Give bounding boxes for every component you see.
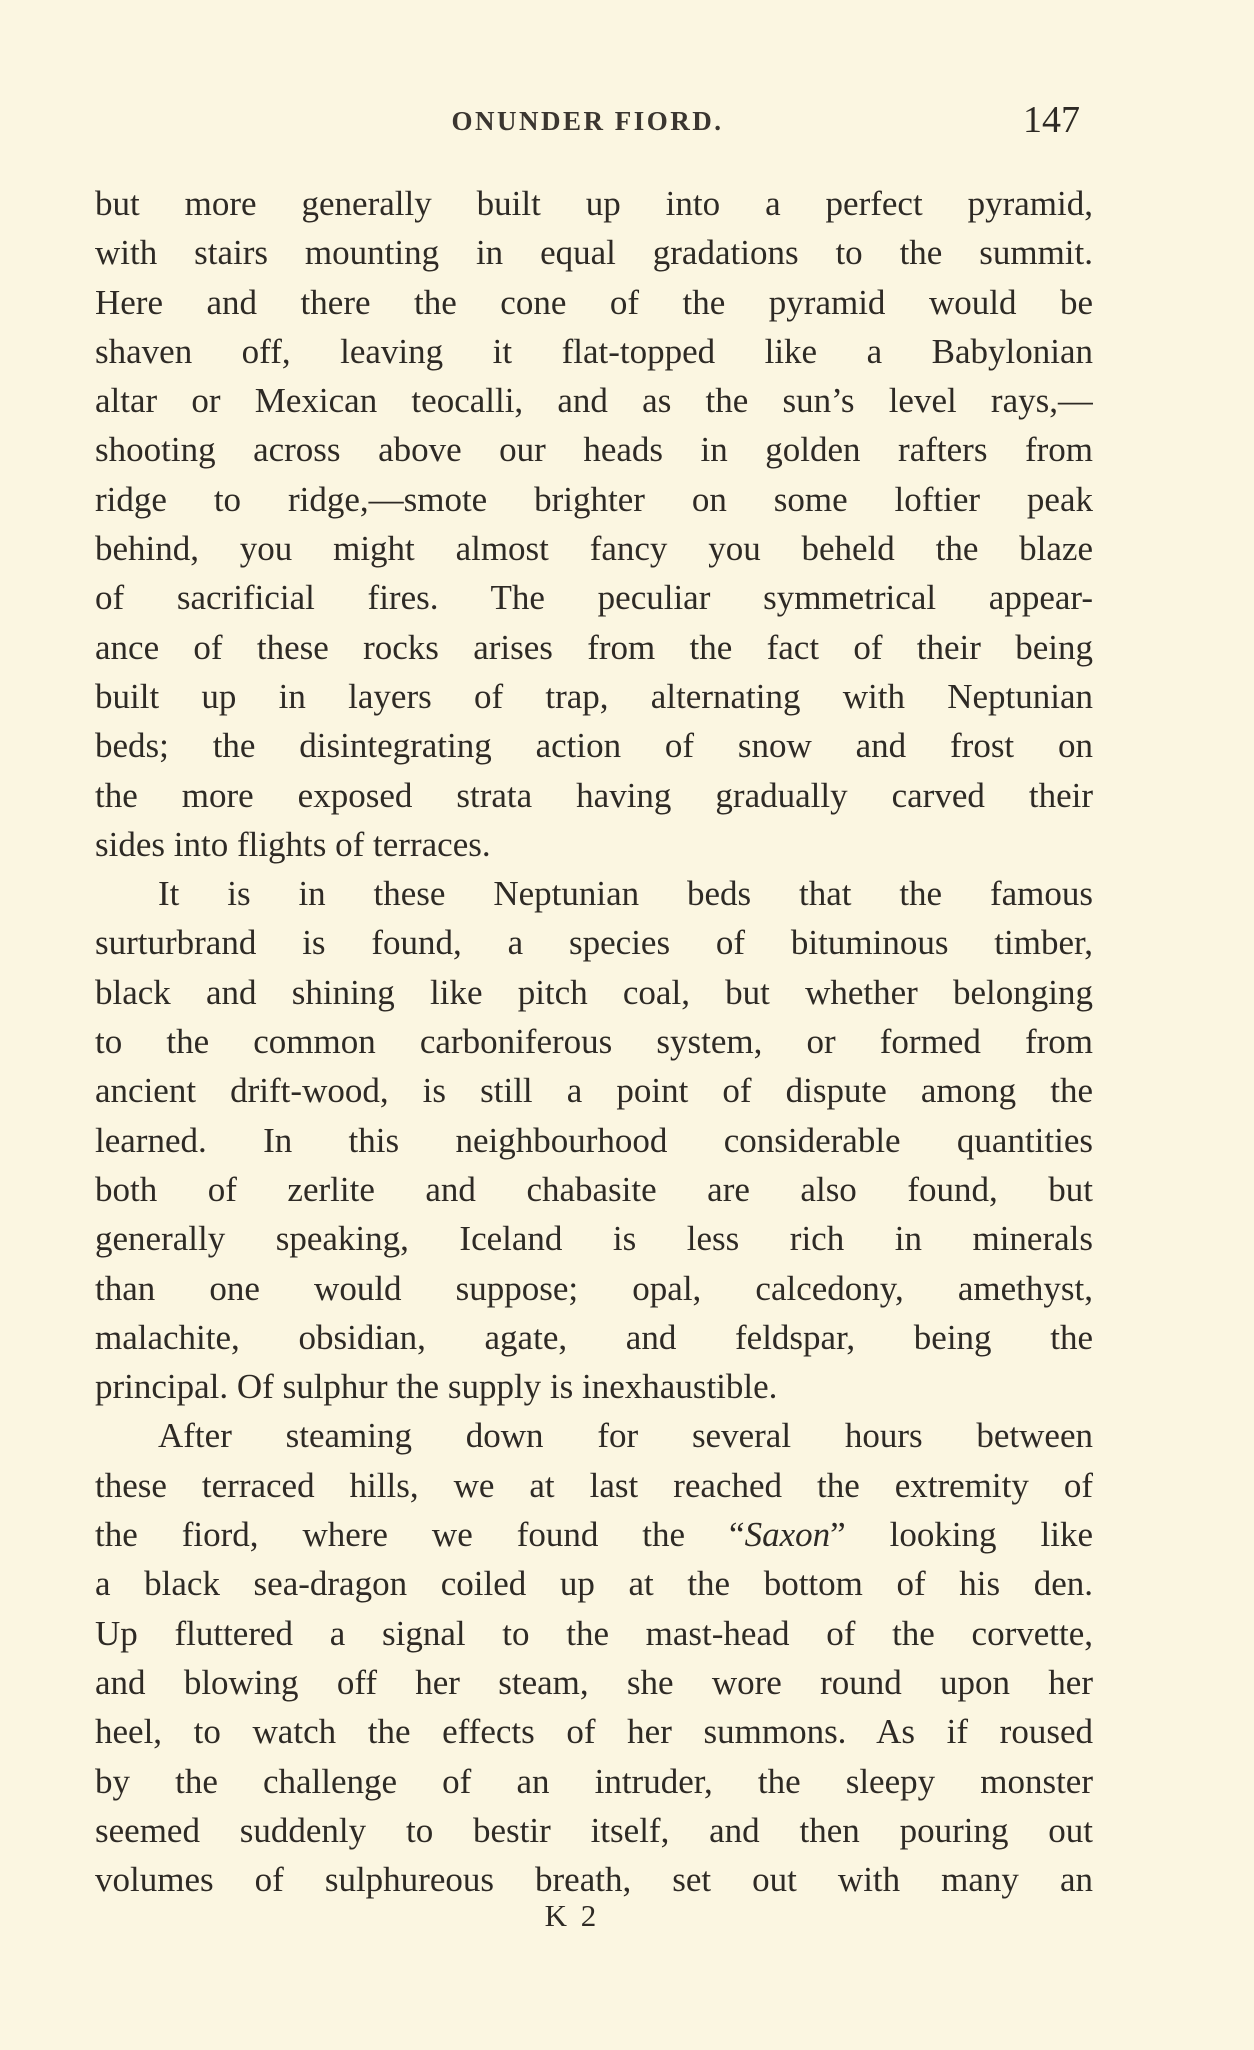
text-line: shaven off, leaving it flat-topped like a Babylonian <box>95 331 1093 371</box>
text-line: volumes of sulphureous breath, set out with many an <box>95 1860 1093 1900</box>
text-line: beds; the disintegrating action of snow and frost on <box>95 726 1093 766</box>
text-line: by the challenge of an intruder, the sleepy monster <box>95 1761 1093 1801</box>
text-line: Here and there the cone of the pyramid would be <box>95 282 1093 322</box>
page-footer <box>0 1898 1254 1934</box>
text-line: altar or Mexican teocalli, and as the sun’s level rays,— <box>95 381 1093 421</box>
page-header <box>95 98 1080 148</box>
ship-name: Saxon <box>744 1515 831 1555</box>
text-line: and blowing off her steam, she wore round upon her <box>95 1662 1093 1702</box>
text-line: malachite, obsidian, agate, and feldspar, being the <box>95 1317 1093 1357</box>
text-line: ance of these rocks arises from the fact of their being <box>95 627 1093 667</box>
text-line: with stairs mounting in equal gradations to the summit. <box>95 233 1093 273</box>
text-line: After steaming down for several hours between <box>158 1416 1093 1456</box>
page-number: 147 <box>1023 99 1080 141</box>
text-line: shooting across above our heads in golden rafters from <box>95 430 1093 470</box>
body-text <box>95 179 1093 1904</box>
text-line: seemed suddenly to bestir itself, and then pouring out <box>95 1810 1093 1850</box>
text-line: surturbrand is found, a species of bituminous timber, <box>95 923 1093 963</box>
running-head: ONUNDER FIORD. <box>451 106 724 136</box>
signature-mark: K 2 <box>544 1898 600 1933</box>
text-line: a black sea-dragon coiled up at the bottom of his den. <box>95 1564 1093 1604</box>
text-line: the more exposed strata having gradually carved their <box>95 775 1093 815</box>
text-line: sides into flights of terraces. <box>95 824 491 864</box>
text-segment: the fiord, where we found the “ <box>95 1515 745 1555</box>
text-line: these terraced hills, we at last reached the extremity of <box>95 1465 1093 1505</box>
text-line: heel, to watch the effects of her summons. As if roused <box>95 1712 1093 1752</box>
text-line <box>95 1510 1093 1559</box>
text-line: than one would suppose; opal, calcedony, amethyst, <box>95 1268 1093 1308</box>
text-line: ancient drift-wood, is still a point of dispute among the <box>95 1071 1093 1111</box>
text-line: learned. In this neighbourhood considerable quantities <box>95 1120 1093 1160</box>
text-line: It is in these Neptunian beds that the famous <box>158 874 1093 914</box>
text-line: to the common carboniferous system, or formed from <box>95 1022 1093 1062</box>
text-line: of sacrificial fires. The peculiar symmetrical appear- <box>95 578 1093 618</box>
text-line: but more generally built up into a perfect pyramid, <box>95 184 1093 223</box>
text-line: ridge to ridge,—smote brighter on some loftier peak <box>95 479 1093 519</box>
text-line: Up fluttered a signal to the mast-head of the corvette, <box>95 1613 1093 1653</box>
text-line: generally speaking, Iceland is less rich in minerals <box>95 1219 1093 1259</box>
text-line: both of zerlite and chabasite are also found, but <box>95 1169 1093 1209</box>
text-line: principal. Of sulphur the supply is inexhaustible. <box>95 1367 778 1407</box>
text-segment: ” looking like <box>830 1515 1093 1555</box>
text-line: black and shining like pitch coal, but whether belonging <box>95 972 1093 1012</box>
text-line: behind, you might almost fancy you beheld the blaze <box>95 529 1093 569</box>
text-line: built up in layers of trap, alternating with Neptunian <box>95 676 1093 716</box>
